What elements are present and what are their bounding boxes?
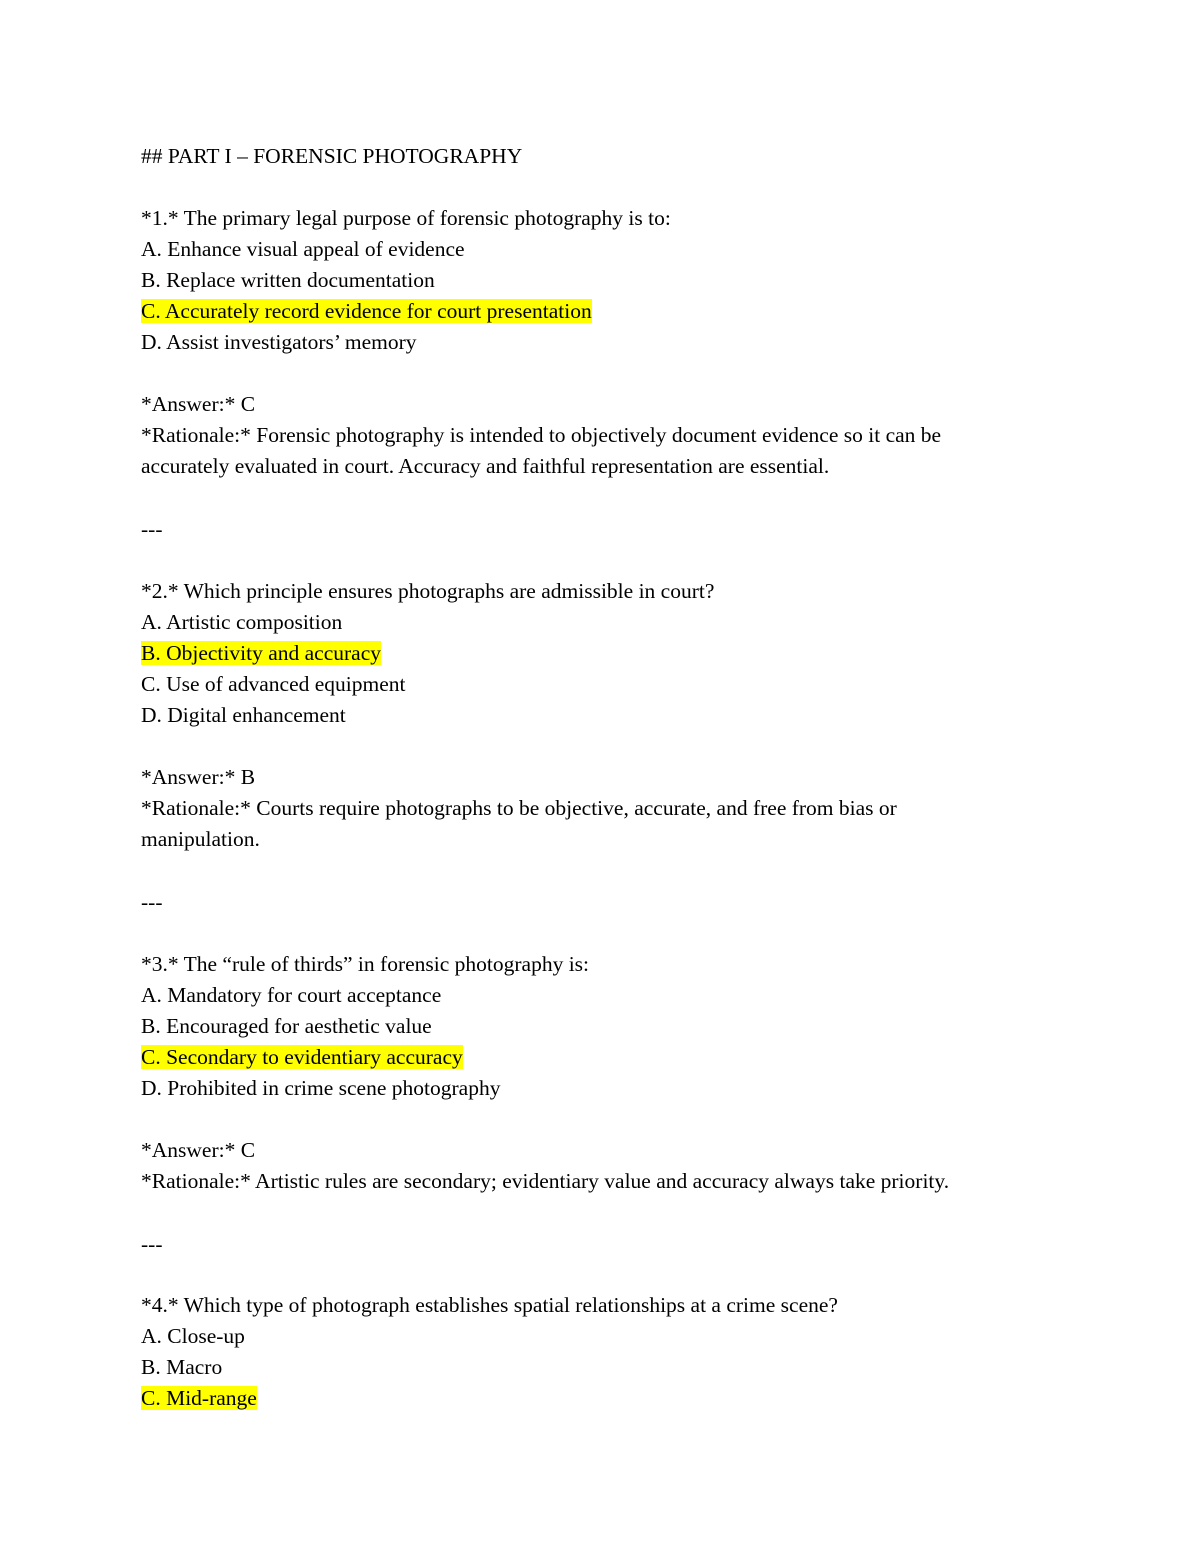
- question-1-text: *1.* The primary legal purpose of forensic photography is to:: [141, 206, 671, 230]
- question-1-option-c: [141, 297, 592, 325]
- question-1-answer: *Answer:* C: [141, 392, 256, 416]
- section-heading: ## PART I – FORENSIC PHOTOGRAPHY: [141, 144, 523, 168]
- question-4-option-b: B. Macro: [141, 1355, 223, 1379]
- question-2-option-b: [141, 639, 381, 667]
- question-1-option-b: B. Replace written documentation: [141, 268, 435, 292]
- question-3-rationale-line-1: *Rationale:* Artistic rules are secondary; evidentiary value and accuracy always take priority.: [141, 1169, 950, 1193]
- question-3-option-d: D. Prohibited in crime scene photography: [141, 1076, 501, 1100]
- question-2-text: *2.* Which principle ensures photographs are admissible in court?: [141, 579, 715, 603]
- question-4-option-a: A. Close-up: [141, 1324, 245, 1348]
- question-1-option-a: A. Enhance visual appeal of evidence: [141, 237, 465, 261]
- question-2-rationale-line-2: manipulation.: [141, 827, 260, 851]
- question-4-text: *4.* Which type of photograph establishes spatial relationships at a crime scene?: [141, 1293, 838, 1317]
- question-2-option-d: D. Digital enhancement: [141, 703, 346, 727]
- separator-3: ---: [141, 1232, 163, 1256]
- question-4-option-c: [141, 1384, 257, 1412]
- question-3-option-c-highlighted: C. Secondary to evidentiary accuracy: [141, 1045, 463, 1069]
- separator-2: ---: [141, 890, 163, 914]
- question-3-option-c: [141, 1043, 463, 1071]
- question-3-option-b: B. Encouraged for aesthetic value: [141, 1014, 432, 1038]
- question-2-option-a: A. Artistic composition: [141, 610, 343, 634]
- question-2-rationale-line-1: *Rationale:* Courts require photographs to be objective, accurate, and free from bias or: [141, 796, 897, 820]
- question-1-option-c-highlighted: C. Accurately record evidence for court presentation: [141, 299, 592, 323]
- separator-1: ---: [141, 517, 163, 541]
- question-2-option-c: C. Use of advanced equipment: [141, 672, 406, 696]
- question-2-answer: *Answer:* B: [141, 765, 256, 789]
- question-1-rationale-line-2: accurately evaluated in court. Accuracy and faithful representation are essential.: [141, 454, 830, 478]
- question-3-text: *3.* The “rule of thirds” in forensic photography is:: [141, 952, 590, 976]
- question-1-option-d: D. Assist investigators’ memory: [141, 330, 417, 354]
- question-3-answer: *Answer:* C: [141, 1138, 256, 1162]
- question-2-option-b-highlighted: B. Objectivity and accuracy: [141, 641, 381, 665]
- question-1-rationale-line-1: *Rationale:* Forensic photography is intended to objectively document evidence so it can be: [141, 423, 942, 447]
- question-4-option-c-highlighted: C. Mid-range: [141, 1386, 257, 1410]
- question-3-option-a: A. Mandatory for court acceptance: [141, 983, 442, 1007]
